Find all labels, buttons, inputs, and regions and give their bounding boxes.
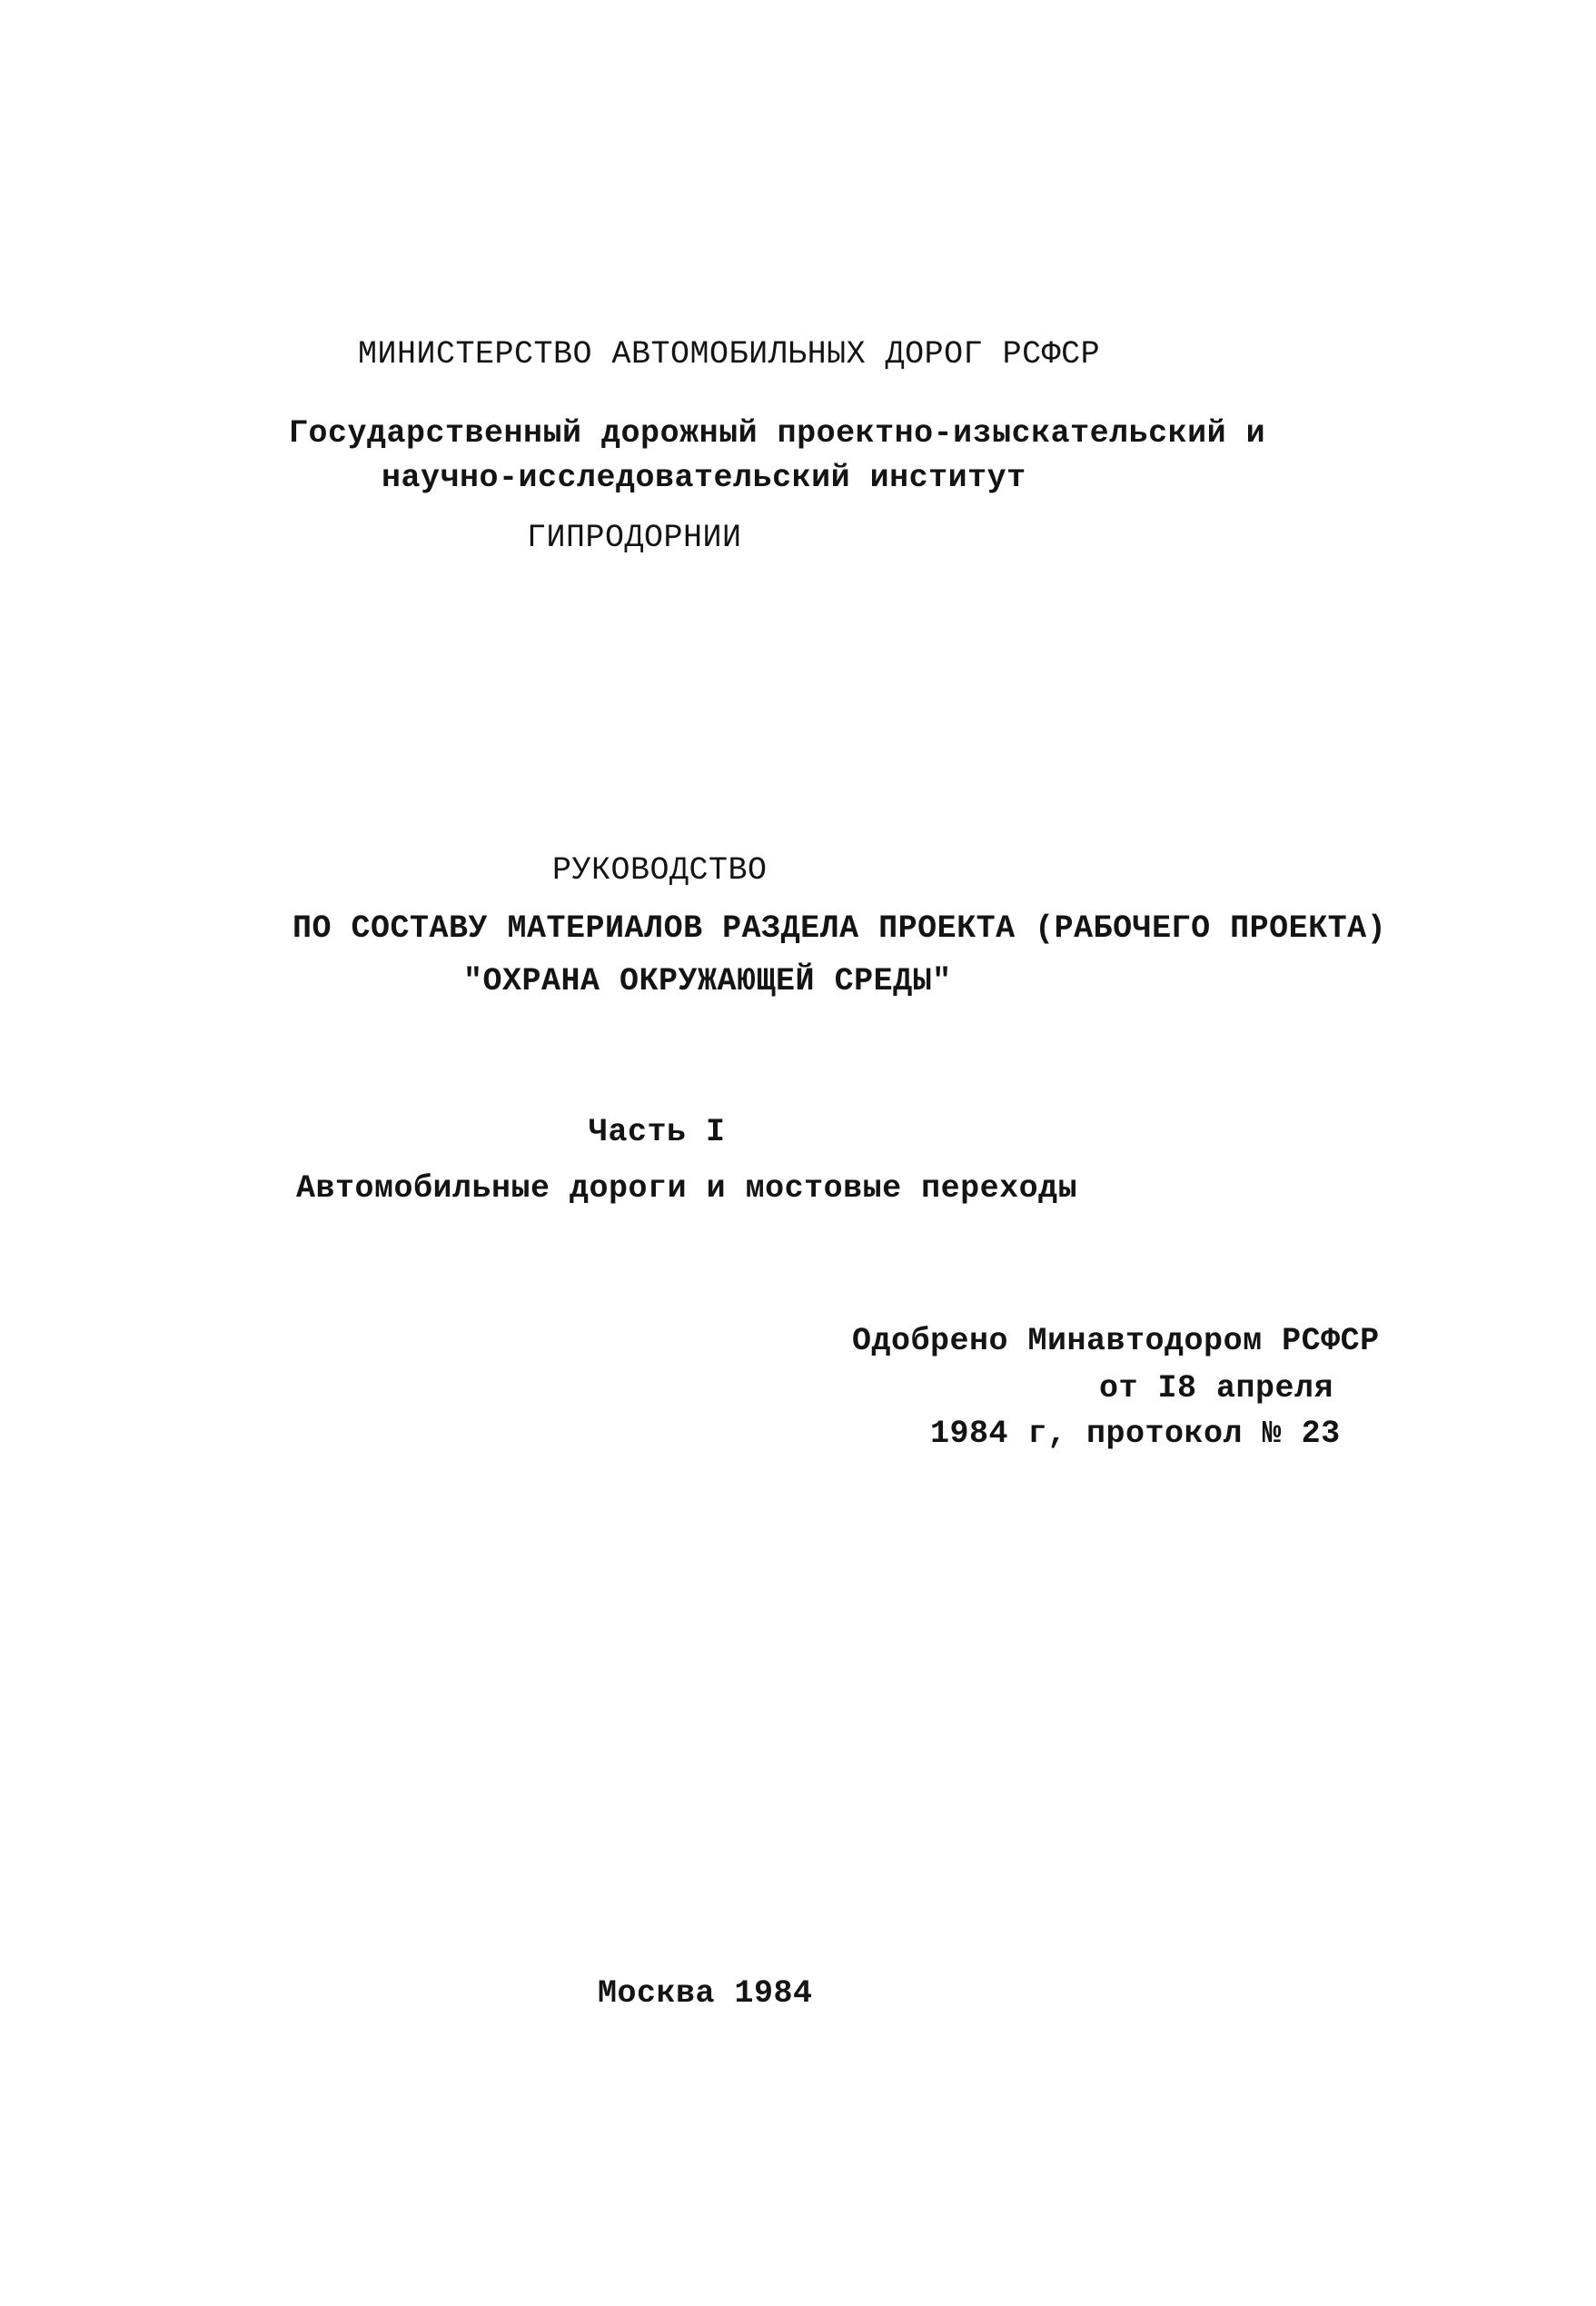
publication-place-year: Москва 1984 [598, 1975, 813, 2012]
part-name: Автомобильные дороги и мостовые переходы [296, 1170, 1078, 1207]
ministry-heading: МИНИСТЕРСТВО АВТОМОБИЛЬНЫХ ДОРОГ РСФСР [358, 336, 1101, 373]
part-label: Часть I [589, 1114, 726, 1150]
institute-name-line-2: научно-исследовательский институт [382, 460, 1026, 496]
approval-line-3: 1984 г, протокол № 23 [930, 1416, 1341, 1452]
document-subtitle-line-2: "ОХРАНА ОКРУЖАЮЩЕЙ СРЕДЫ" [463, 963, 952, 999]
document-subtitle-line-1: ПО СОСТАВУ МАТЕРИАЛОВ РАЗДЕЛА ПРОЕКТА (РАБОЧЕГО ПРОЕКТА) [292, 910, 1387, 947]
approval-line-1: Одобрено Минавтодором РСФСР [852, 1323, 1380, 1359]
institute-abbreviation: ГИПРОДОРНИИ [527, 520, 742, 556]
institute-name-line-1: Государственный дорожный проектно-изыскательский и [289, 415, 1266, 452]
approval-line-2: от I8 апреля [1099, 1370, 1334, 1406]
document-title: РУКОВОДСТВО [552, 852, 768, 889]
